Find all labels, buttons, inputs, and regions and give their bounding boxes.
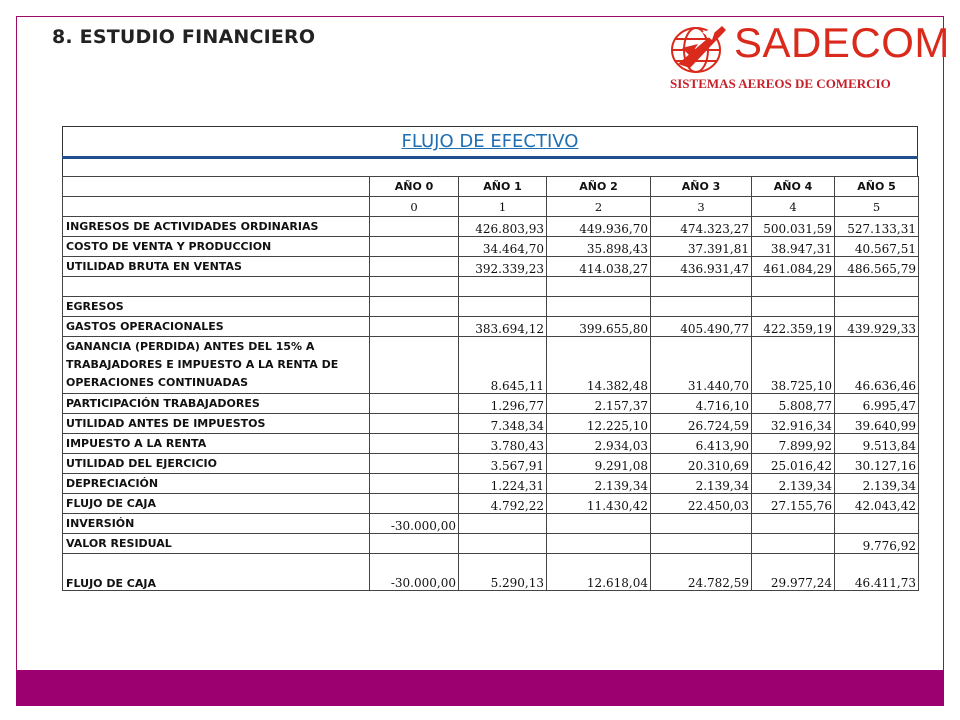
table-row — [63, 237, 919, 257]
value-cell: 22.450,03 — [651, 494, 752, 514]
value-cell: 1.224,31 — [459, 474, 547, 494]
value-cell — [835, 297, 919, 317]
value-cell: 32.916,34 — [752, 414, 835, 434]
value-cell: 24.782,59 — [651, 554, 752, 591]
value-cell — [651, 277, 752, 297]
table-title: FLUJO DE EFECTIVO — [62, 126, 918, 156]
row-label: PARTICIPACIÓN TRABAJADORES — [63, 394, 370, 414]
value-cell: 8.645,11 — [459, 337, 547, 394]
year-header: AÑO 5 — [835, 177, 919, 197]
table-row — [63, 394, 919, 414]
value-cell — [370, 297, 459, 317]
value-cell: 39.640,99 — [835, 414, 919, 434]
table-row — [63, 414, 919, 434]
row-label: FLUJO DE CAJA — [63, 554, 370, 591]
value-cell: 1.296,77 — [459, 394, 547, 414]
value-cell: 5.290,13 — [459, 554, 547, 591]
value-cell: 5.808,77 — [752, 394, 835, 414]
company-logo — [668, 16, 950, 98]
row-label: INGRESOS DE ACTIVIDADES ORDINARIAS — [63, 217, 370, 237]
row-label: GANANCIA (PERDIDA) ANTES DEL 15% A TRABAJADORES E IMPUESTO A LA RENTA DE OPERACIONES CONTINUADAS — [63, 337, 370, 394]
value-cell — [547, 277, 651, 297]
year-index-row — [63, 197, 919, 217]
value-cell — [752, 514, 835, 534]
year-index: 2 — [547, 197, 651, 217]
value-cell: 2.934,03 — [547, 434, 651, 454]
year-index: 3 — [651, 197, 752, 217]
value-cell: 4.792,22 — [459, 494, 547, 514]
table-row — [63, 474, 919, 494]
value-cell — [459, 534, 547, 554]
logo-name: SADECOM — [734, 19, 950, 66]
table-row — [63, 554, 919, 591]
table-row — [63, 514, 919, 534]
spacer-row — [62, 159, 918, 176]
value-cell — [835, 514, 919, 534]
value-cell: 392.339,23 — [459, 257, 547, 277]
value-cell: 37.391,81 — [651, 237, 752, 257]
value-cell — [370, 414, 459, 434]
value-cell — [459, 297, 547, 317]
value-cell — [370, 337, 459, 394]
value-cell: 3.780,43 — [459, 434, 547, 454]
row-label — [63, 277, 370, 297]
value-cell: 26.724,59 — [651, 414, 752, 434]
value-cell: 38.725,10 — [752, 337, 835, 394]
year-header: AÑO 4 — [752, 177, 835, 197]
value-cell: 46.411,73 — [835, 554, 919, 591]
year-index: 0 — [370, 197, 459, 217]
row-label: UTILIDAD DEL EJERCICIO — [63, 454, 370, 474]
value-cell: 422.359,19 — [752, 317, 835, 337]
value-cell: 9.291,08 — [547, 454, 651, 474]
value-cell — [370, 257, 459, 277]
value-cell: 414.038,27 — [547, 257, 651, 277]
table-row — [63, 277, 919, 297]
value-cell — [370, 474, 459, 494]
section-title: 8. ESTUDIO FINANCIERO — [52, 26, 316, 48]
value-cell: 6.413,90 — [651, 434, 752, 454]
value-cell: 42.043,42 — [835, 494, 919, 514]
row-label: GASTOS OPERACIONALES — [63, 317, 370, 337]
table-row — [63, 297, 919, 317]
year-header: AÑO 0 — [370, 177, 459, 197]
value-cell: 2.139,34 — [547, 474, 651, 494]
value-cell — [752, 277, 835, 297]
value-cell: 2.157,37 — [547, 394, 651, 414]
year-header-row — [63, 177, 919, 197]
table-row — [63, 217, 919, 237]
value-cell: 2.139,34 — [835, 474, 919, 494]
value-cell: 12.225,10 — [547, 414, 651, 434]
value-cell: 405.490,77 — [651, 317, 752, 337]
value-cell: 25.016,42 — [752, 454, 835, 474]
value-cell — [370, 217, 459, 237]
value-cell: 2.139,34 — [651, 474, 752, 494]
value-cell: 11.430,42 — [547, 494, 651, 514]
row-label: COSTO DE VENTA Y PRODUCCION — [63, 237, 370, 257]
value-cell: 29.977,24 — [752, 554, 835, 591]
value-cell: 3.567,91 — [459, 454, 547, 474]
value-cell — [370, 434, 459, 454]
value-cell: 30.127,16 — [835, 454, 919, 474]
table-row — [63, 434, 919, 454]
value-cell: 7.899,92 — [752, 434, 835, 454]
value-cell: 500.031,59 — [752, 217, 835, 237]
value-cell — [651, 297, 752, 317]
value-cell: 40.567,51 — [835, 237, 919, 257]
value-cell: 474.323,27 — [651, 217, 752, 237]
value-cell: 9.513,84 — [835, 434, 919, 454]
value-cell: 35.898,43 — [547, 237, 651, 257]
cash-flow-table — [62, 176, 919, 591]
value-cell: 14.382,48 — [547, 337, 651, 394]
value-cell: 20.310,69 — [651, 454, 752, 474]
table-row — [63, 454, 919, 474]
row-label: VALOR RESIDUAL — [63, 534, 370, 554]
value-cell — [752, 534, 835, 554]
value-cell — [835, 277, 919, 297]
value-cell — [459, 514, 547, 534]
value-cell: 6.995,47 — [835, 394, 919, 414]
year-index: 1 — [459, 197, 547, 217]
value-cell — [370, 494, 459, 514]
value-cell: 12.618,04 — [547, 554, 651, 591]
value-cell: 383.694,12 — [459, 317, 547, 337]
value-cell: -30.000,00 — [370, 554, 459, 591]
footer-bar — [16, 670, 944, 706]
row-label: DEPRECIACIÓN — [63, 474, 370, 494]
value-cell: 461.084,29 — [752, 257, 835, 277]
value-cell: 9.776,92 — [835, 534, 919, 554]
value-cell — [370, 317, 459, 337]
value-cell: 527.133,31 — [835, 217, 919, 237]
value-cell — [370, 534, 459, 554]
value-cell — [370, 237, 459, 257]
airplane-globe-logo-icon — [668, 18, 728, 78]
value-cell: 439.929,33 — [835, 317, 919, 337]
value-cell: 7.348,34 — [459, 414, 547, 434]
value-cell: 31.440,70 — [651, 337, 752, 394]
value-cell: -30.000,00 — [370, 514, 459, 534]
logo-tagline: SISTEMAS AEREOS DE COMERCIO — [670, 76, 891, 91]
table-row — [63, 317, 919, 337]
value-cell — [370, 454, 459, 474]
row-label: UTILIDAD BRUTA EN VENTAS — [63, 257, 370, 277]
value-cell: 46.636,46 — [835, 337, 919, 394]
value-cell: 426.803,93 — [459, 217, 547, 237]
value-cell: 38.947,31 — [752, 237, 835, 257]
table-row — [63, 337, 919, 394]
year-index: 5 — [835, 197, 919, 217]
year-index: 4 — [752, 197, 835, 217]
value-cell: 27.155,76 — [752, 494, 835, 514]
value-cell: 34.464,70 — [459, 237, 547, 257]
row-label: UTILIDAD ANTES DE IMPUESTOS — [63, 414, 370, 434]
value-cell — [547, 534, 651, 554]
index-blank — [63, 197, 370, 217]
row-label: IMPUESTO A LA RENTA — [63, 434, 370, 454]
table-row — [63, 257, 919, 277]
value-cell — [651, 534, 752, 554]
header-blank — [63, 177, 370, 197]
value-cell — [370, 394, 459, 414]
year-header: AÑO 1 — [459, 177, 547, 197]
value-cell: 486.565,79 — [835, 257, 919, 277]
value-cell — [547, 514, 651, 534]
value-cell — [651, 514, 752, 534]
value-cell: 399.655,80 — [547, 317, 651, 337]
year-header: AÑO 2 — [547, 177, 651, 197]
row-label: INVERSIÓN — [63, 514, 370, 534]
value-cell — [547, 297, 651, 317]
value-cell: 449.936,70 — [547, 217, 651, 237]
value-cell — [370, 277, 459, 297]
year-header: AÑO 3 — [651, 177, 752, 197]
value-cell — [459, 277, 547, 297]
row-label: EGRESOS — [63, 297, 370, 317]
value-cell: 2.139,34 — [752, 474, 835, 494]
table-row — [63, 534, 919, 554]
table-row — [63, 494, 919, 514]
row-label: FLUJO DE CAJA — [63, 494, 370, 514]
value-cell: 4.716,10 — [651, 394, 752, 414]
value-cell — [752, 297, 835, 317]
cash-flow-table-panel — [62, 126, 918, 590]
value-cell: 436.931,47 — [651, 257, 752, 277]
